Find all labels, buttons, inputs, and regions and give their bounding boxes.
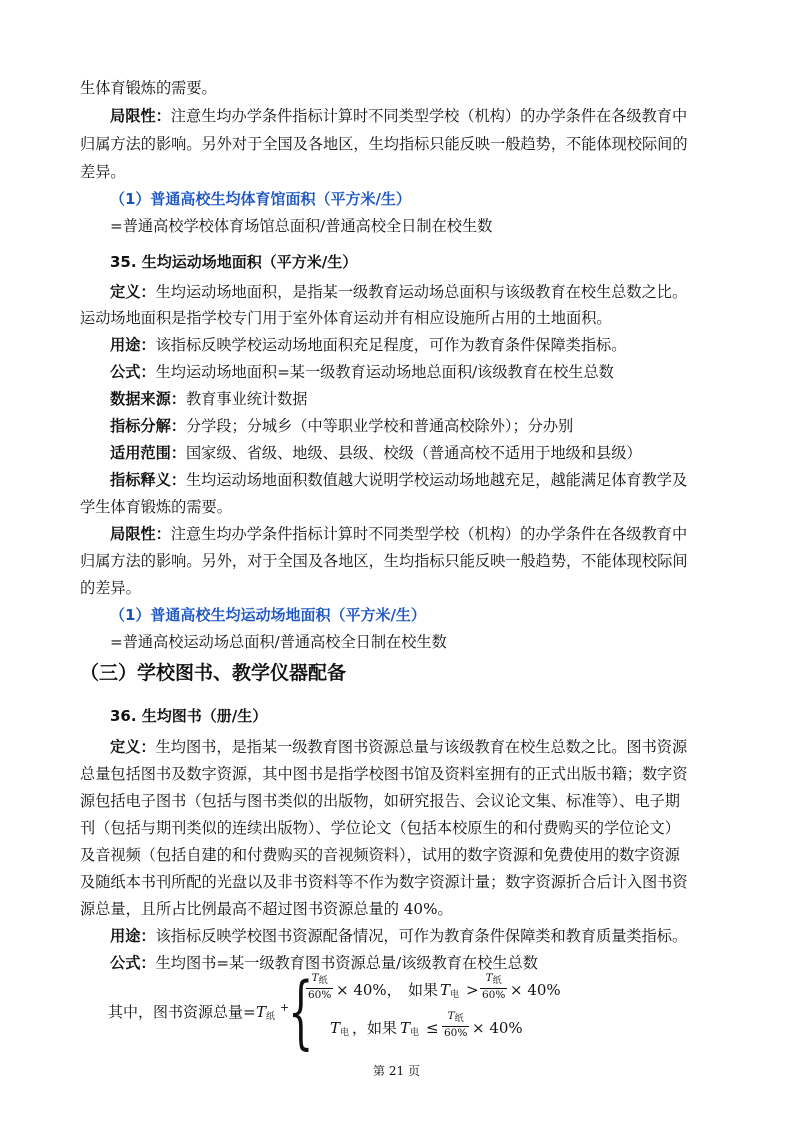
times-40: × 40%， xyxy=(336,981,402,999)
paragraph-line: 总量包括图书及数字资源，其中图书是指学校图书馆及资料室拥有的正式出版书籍；数字资 xyxy=(80,765,688,783)
formula-prefix: 其中，图书资源总量= xyxy=(108,1003,256,1021)
fraction: $T_纸$ 60% xyxy=(444,1010,468,1039)
fraction: $T_纸$ 60% xyxy=(308,972,332,1001)
subsection-formula: =普通高校运动场总面积/普通高校全日制在校生数 xyxy=(110,633,447,651)
paragraph-line: 运动场地面积是指学校专门用于室外体育运动并有相应设施所占用的土地面积。 xyxy=(80,309,612,327)
left-brace: { xyxy=(288,965,314,1058)
piecewise-formula xyxy=(108,965,668,1058)
usage-line: 用途：该指标反映学校图书资源配备情况，可作为教育条件保障类和教育质量类指标。 xyxy=(110,927,688,945)
formula-t-elec: $T_电$ xyxy=(330,1019,350,1038)
if-text: ，如果 xyxy=(352,1019,398,1037)
fraction: $T_纸$ 60% xyxy=(482,972,506,1001)
formula-t-elec: $T_电$ xyxy=(400,1019,420,1038)
subsection-heading: （1）普通高校生均运动场地面积（平方米/生） xyxy=(110,606,426,624)
paragraph-line: 及随纸本书刊所配的光盘以及非书资料等不作为数字资源计量；数字资源折合后计入图书资 xyxy=(80,873,688,891)
formula-line: 公式：生均运动场地面积=某一级教育运动场地总面积/该级教育在校生总数 xyxy=(110,363,614,381)
paragraph-line: 源总量，且所占比例最高不超过图书资源总量的 40%。 xyxy=(80,900,453,918)
split-line: 指标分解：分学段；分城乡（中等职业学校和普通高校除外）；分办别 xyxy=(110,417,574,435)
paragraph-line: 归属方法的影响。另外，对于全国及各地区，生均指标只能反映一般趋势，不能体现校际间 xyxy=(80,552,688,570)
paragraph-line: 的差异。 xyxy=(80,579,141,597)
paragraph-line: 差异。 xyxy=(80,163,126,181)
le-sign: ≤ xyxy=(426,1019,439,1037)
page-number: 第 21 页 xyxy=(373,1064,420,1078)
subsection-formula: =普通高校学校体育场馆总面积/普通高校全日制在校生数 xyxy=(110,217,493,235)
paragraph-line: 刊（包括与期刊类似的连续出版物）、学位论文（包括本校原生的和付费购买的学位论文） xyxy=(80,819,680,837)
subsection-heading: （1）普通高校生均体育馆面积（平方米/生） xyxy=(110,190,411,208)
formula-plus: + xyxy=(280,1001,290,1014)
paragraph-line: 及音视频（包括自建的和付费购买的音视频资料），试用的数字资源和免费使用的数字资源 xyxy=(80,846,680,864)
usage-line: 用途：该指标反映学校运动场地面积充足程度，可作为教育条件保障类指标。 xyxy=(110,336,627,354)
formula-t-elec: $T_电$ xyxy=(440,981,460,1000)
formula-t-paper: $T_纸$ xyxy=(256,1003,276,1022)
if-text: 如果 xyxy=(408,981,439,999)
definition-line: 定义：生均图书，是指某一级教育图书资源总量与该级教育在校生总数之比。图书资源 xyxy=(110,738,688,756)
definition-line: 定义：生均运动场地面积，是指某一级教育运动场总面积与该级教育在校生总数之比。 xyxy=(110,283,688,301)
indicator-heading-36: 36. 生均图书（册/生） xyxy=(110,707,268,725)
limitation-line: 局限性：注意生均办学条件指标计算时不同类型学校（机构）的办学条件在各级教育中 xyxy=(110,525,688,543)
section-heading: （三）学校图书、教学仪器配备 xyxy=(80,662,347,684)
paragraph-line: 生体育锻炼的需要。 xyxy=(80,79,217,97)
gt-sign: > xyxy=(466,981,479,999)
limitation-line: 局限性：注意生均办学条件指标计算时不同类型学校（机构）的办学条件在各级教育中 xyxy=(110,107,688,125)
paragraph-line: 源包括电子图书（包括与图书类似的出版物，如研究报告、会议论文集、标准等）、电子期 xyxy=(80,792,680,810)
interpretation-line: 指标释义：生均运动场地面积数值越大说明学校运动场地越充足，越能满足体育教学及 xyxy=(110,471,688,489)
limitation-term: 局限性： xyxy=(110,107,171,125)
times-40-end: × 40% xyxy=(472,1019,523,1037)
formula-line: 公式：生均图书=某一级教育图书资源总量/该级教育在校生总数 xyxy=(110,954,538,972)
indicator-heading-35: 35. 生均运动场地面积（平方米/生） xyxy=(110,253,358,271)
scope-line: 适用范围：国家级、省级、地级、县级、校级（普通高校不适用于地级和县级） xyxy=(110,444,642,462)
paragraph-line: 学生体育锻炼的需要。 xyxy=(80,498,232,516)
times-40-end: × 40% xyxy=(510,981,561,999)
source-line: 数据来源：教育事业统计数据 xyxy=(110,390,308,408)
paragraph-line: 归属方法的影响。另外对于全国及各地区，生均指标只能反映一般趋势，不能体现校际间的 xyxy=(80,135,688,153)
